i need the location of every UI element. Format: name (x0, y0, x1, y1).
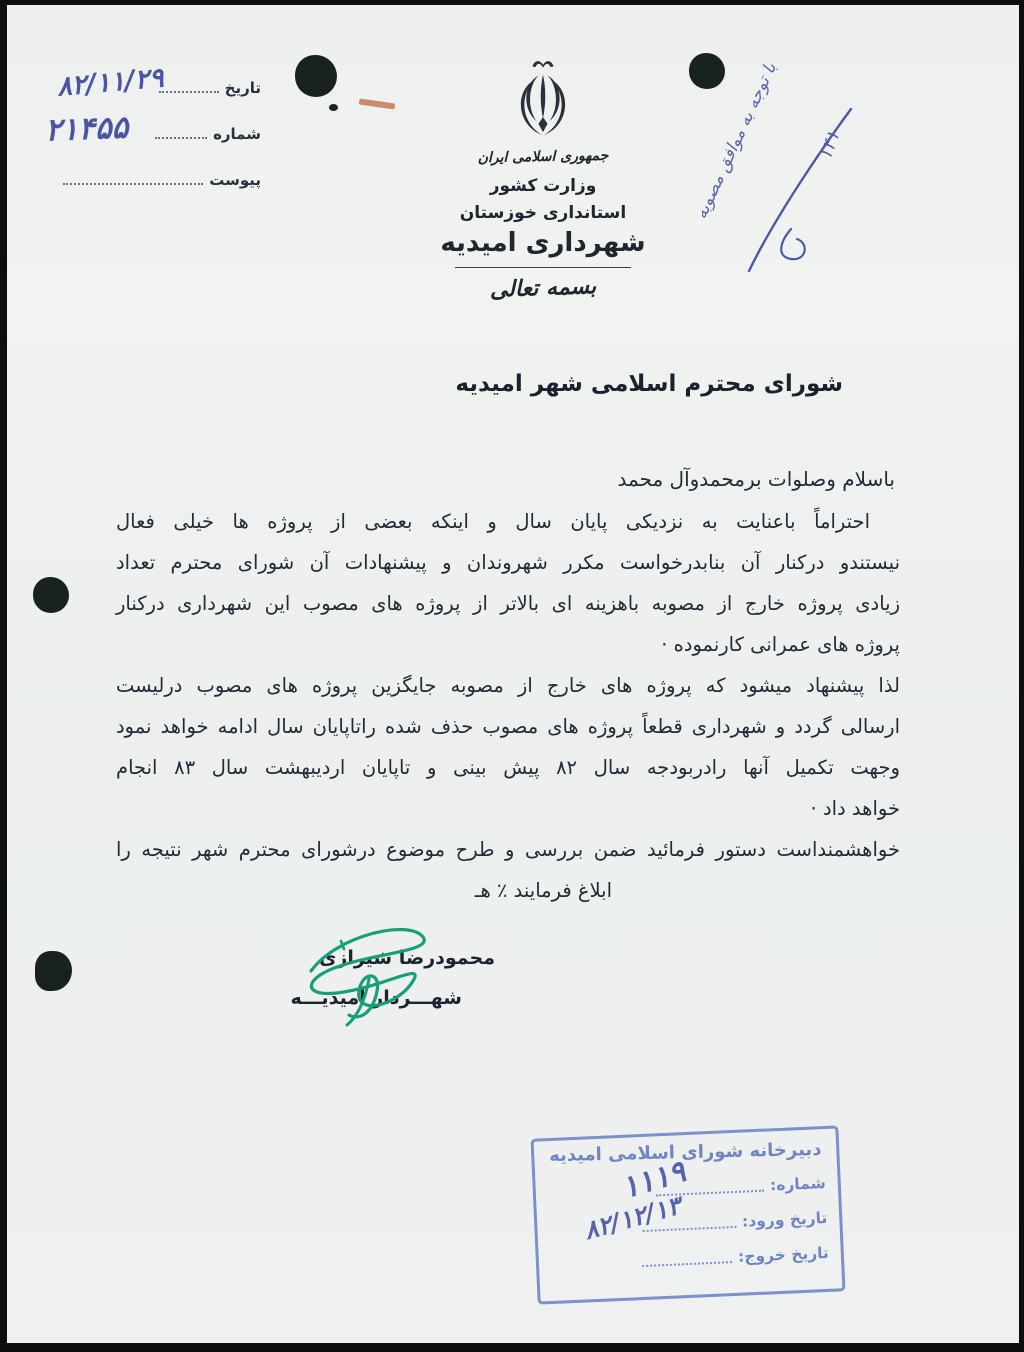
body-line: لذا پیشنهاد میشود که پروژه های خارج از مصوبه جایگزین پروژه های مصوب درلیست (116, 674, 900, 697)
stamp-handwritten-number: ۱۱۱۹ (617, 1154, 690, 1206)
salutation-line: باسلام وصلوات برمحمدوآل محمد (617, 467, 895, 491)
body-line: نیستندو درکنار آن بنابدرخواست مکرر شهروندان و پیشنهادات آن شورای محترم تعداد (116, 551, 900, 574)
date-dotted-line (159, 91, 219, 93)
letterhead-country: جمهوری اسلامی ایران (477, 147, 609, 167)
signatory-title: شهـــردار امیدیـــه (290, 987, 462, 1009)
body-line: ابلاغ فرمایند ٪ هـ (474, 879, 612, 902)
body-line: خواهد داد · (810, 797, 900, 820)
body-line: ارسالی گردد و شهرداری قطعاً پروژه های مصوب حذف شده راتاپایان سال ادامه خواهد نمود (116, 715, 900, 738)
letter-body (116, 501, 900, 911)
letterhead-municipality: شهرداری امیدیه (440, 228, 646, 258)
red-smudge (359, 99, 395, 110)
signature-stroke (283, 917, 448, 1027)
letterhead (437, 55, 649, 301)
secretariat-stamp (531, 1125, 846, 1304)
handwritten-annotation (647, 23, 887, 283)
basmala: بسمه تعالی (489, 274, 597, 303)
punch-dot-top-left (295, 55, 337, 97)
punch-dot-lower-left (35, 951, 72, 991)
handwritten-date: ۸۲/۱۱/۲۹ (55, 62, 165, 103)
stamp-number-label: شماره: (769, 1173, 827, 1195)
ink-speck (329, 104, 338, 111)
stamp-handwritten-entry-date: ۸۲/۱۲/۱۳ (580, 1190, 684, 1246)
stamp-entry-label: تاریخ ورود: (741, 1208, 828, 1231)
attachment-dotted-line (63, 183, 203, 185)
attachment-label: پیوست (209, 171, 261, 189)
body-line: پروژه های عمرانی کارنموده · (661, 633, 900, 656)
attachment-row (63, 159, 263, 189)
letterhead-governorate: استانداری خوزستان (459, 203, 627, 223)
signatory-name: محمودرضا شیرازی (318, 947, 495, 969)
stamp-entry-dots (643, 1226, 736, 1232)
annotation-digits: ۱۴۱ (814, 128, 845, 163)
number-label: شماره (213, 125, 261, 143)
date-label: تاریخ (224, 79, 261, 97)
letterhead-divider (455, 267, 631, 268)
paper-sheet (7, 5, 1019, 1343)
stamp-exit-dots (642, 1261, 733, 1267)
stamp-exit-label: تاریخ خروج: (737, 1243, 830, 1266)
handwritten-number: ۲۱۴۵۵ (44, 109, 129, 149)
recipient-title: شورای محترم اسلامی شهر امیدیه (455, 371, 843, 397)
body-line: خواهشمنداست دستور فرمائید ضمن بررسی و طرح موضوع درشورای محترم شهر نتیجه را (116, 838, 900, 861)
annotation-paraph-stroke (735, 101, 875, 281)
annotation-text: با توجه به موافق مصوبه (691, 59, 781, 223)
punch-dot-mid-left (33, 577, 69, 613)
iran-emblem-icon (509, 55, 577, 145)
body-line: زیادی پروژه خارج از مصوبه باهزینه ای بالاتر از پروژه های مصوب این شهرداری درکنار (116, 592, 900, 615)
number-dotted-line (155, 137, 207, 139)
letterhead-ministry: وزارت کشور (489, 176, 597, 196)
body-line: احتراماً باعنایت به نزدیکی پایان سال و اینکه بعضی از پروژه ها خیلی فعال (116, 510, 870, 533)
stamp-title: دبیرخانه شورای اسلامی امیدیه (548, 1138, 822, 1167)
body-line: وجهت تکمیل آنها رادربودجه سال ۸۲ پیش بینی و تاپایان اردیبهشت سال ۸۳ انجام (116, 756, 900, 779)
stamp-exit-row (538, 1235, 841, 1274)
